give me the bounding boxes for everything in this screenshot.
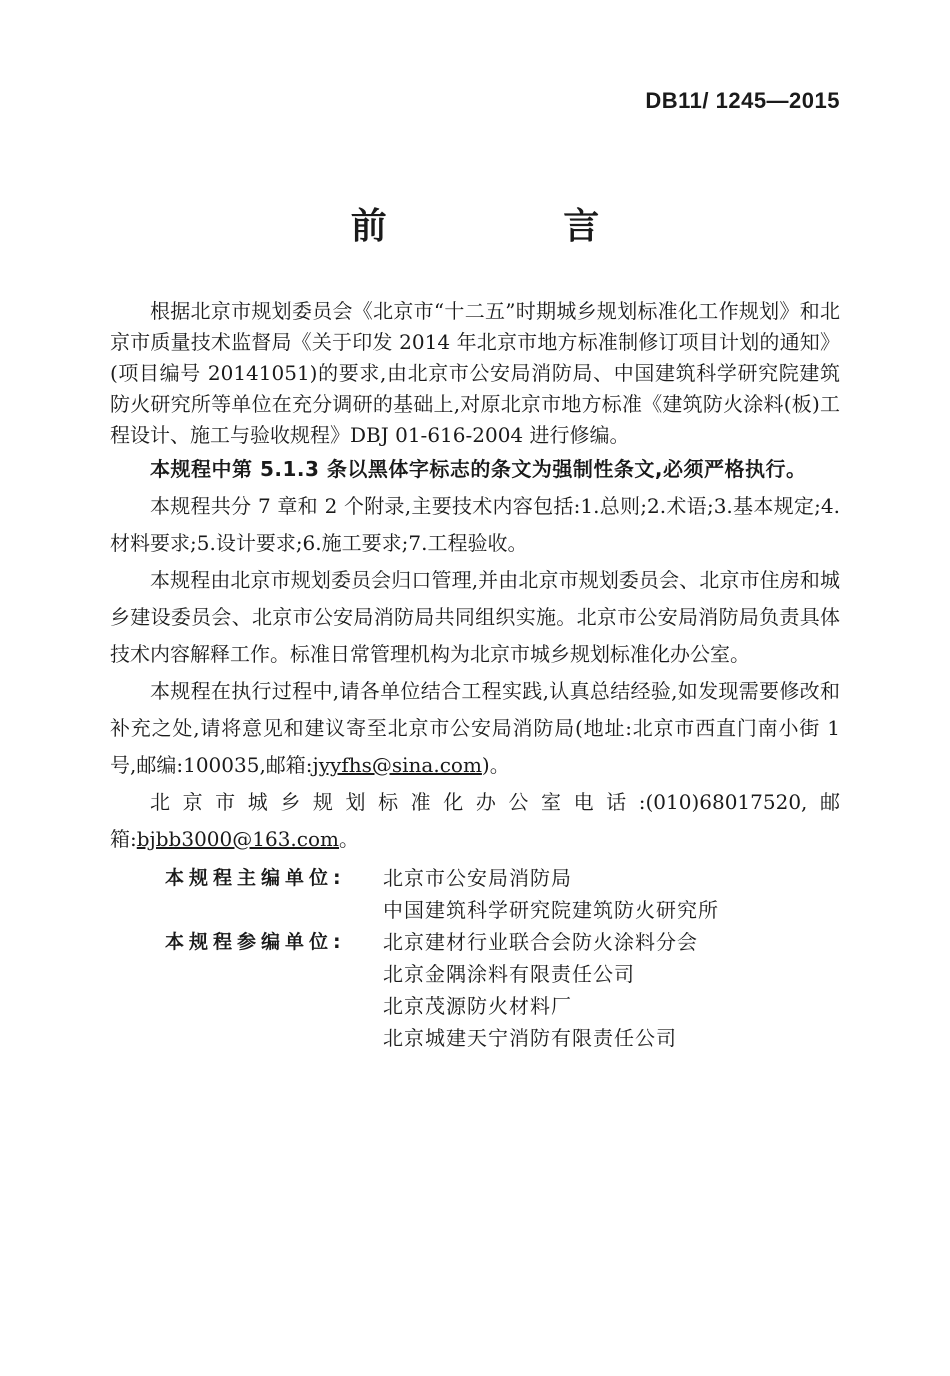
participating-unit: 北京建材行业联合会防火涂料分会: [383, 930, 698, 954]
paragraph-management: 本规程由北京市规划委员会归口管理,并由北京市规划委员会、北京市住房和城乡建设委员会、北京市公安局消防局共同组织实施。北京市公安局消防局负责具体技术内容解释工作。标准日常管理机构为北京市城乡规划标准化办公室。: [110, 568, 840, 666]
participating-unit: 北京金隅涂料有限责任公司: [383, 962, 635, 986]
chief-editor-row-1: [110, 862, 840, 894]
paragraph-background: 根据北京市规划委员会《北京市“十二五”时期城乡规划标准化工作规划》和北京市质量技术监督局《关于印发 2014 年北京市地方标准制修订项目计划的通知》(项目编号 20141051)的要求,由北京市公安局消防局、中国建筑科学研究院建筑防火研究所等单位在充分调研的基础上,对原北京市地方标准《建筑防火涂料(板)工程设计、施工与验收规程》DBJ 01-616-2004 进行修编。: [110, 299, 840, 447]
participating-row-1: [110, 926, 840, 958]
paragraph-mandatory-clause: 本规程中第 5.1.3 条以黑体字标志的条文为强制性条文,必须严格执行。: [150, 457, 807, 481]
paragraph-feedback: [110, 673, 840, 784]
paragraph-contents: 本规程共分 7 章和 2 个附录,主要技术内容包括:1.总则;2.术语;3.基本规定;4.材料要求;5.设计要求;6.施工要求;7.工程验收。: [110, 494, 840, 555]
office-contact-tail: 。: [339, 827, 359, 851]
preface-body: [110, 296, 840, 1054]
participating-unit: 北京茂源防火材料厂: [383, 994, 572, 1018]
feedback-text: 本规程在执行过程中,请各单位结合工程实践,认真总结经验,如发现需要修改和补充之处,请将意见和建议寄至北京市公安局消防局(地址:北京市西直门南小街 1 号,邮编:100035,邮箱:: [110, 679, 840, 777]
editor-units: [110, 862, 840, 1054]
office-email[interactable]: bjbb3000@163.com: [136, 827, 339, 851]
paragraph-office-contact: [110, 784, 840, 858]
office-contact-text: 北京市城乡规划标准化办公室电话:(010)68017520,邮箱:: [110, 790, 840, 851]
fire-bureau-email[interactable]: jyyfhs@sina.com: [312, 753, 482, 777]
page-title: 前 言: [350, 206, 682, 247]
chief-editor-row-2: [110, 894, 840, 926]
participating-row-3: [110, 990, 840, 1022]
participating-label: 本规程参编单位:: [165, 931, 346, 953]
participating-row-4: [110, 1022, 840, 1054]
chief-editor-label: 本规程主编单位:: [165, 867, 346, 889]
participating-row-2: [110, 958, 840, 990]
document-code: DB11/ 1245—2015: [645, 88, 840, 113]
participating-unit: 北京城建天宁消防有限责任公司: [383, 1026, 677, 1050]
chief-editor-unit: 北京市公安局消防局: [383, 866, 572, 890]
chief-editor-unit: 中国建筑科学研究院建筑防火研究所: [383, 898, 719, 922]
feedback-tail: )。: [481, 753, 510, 777]
